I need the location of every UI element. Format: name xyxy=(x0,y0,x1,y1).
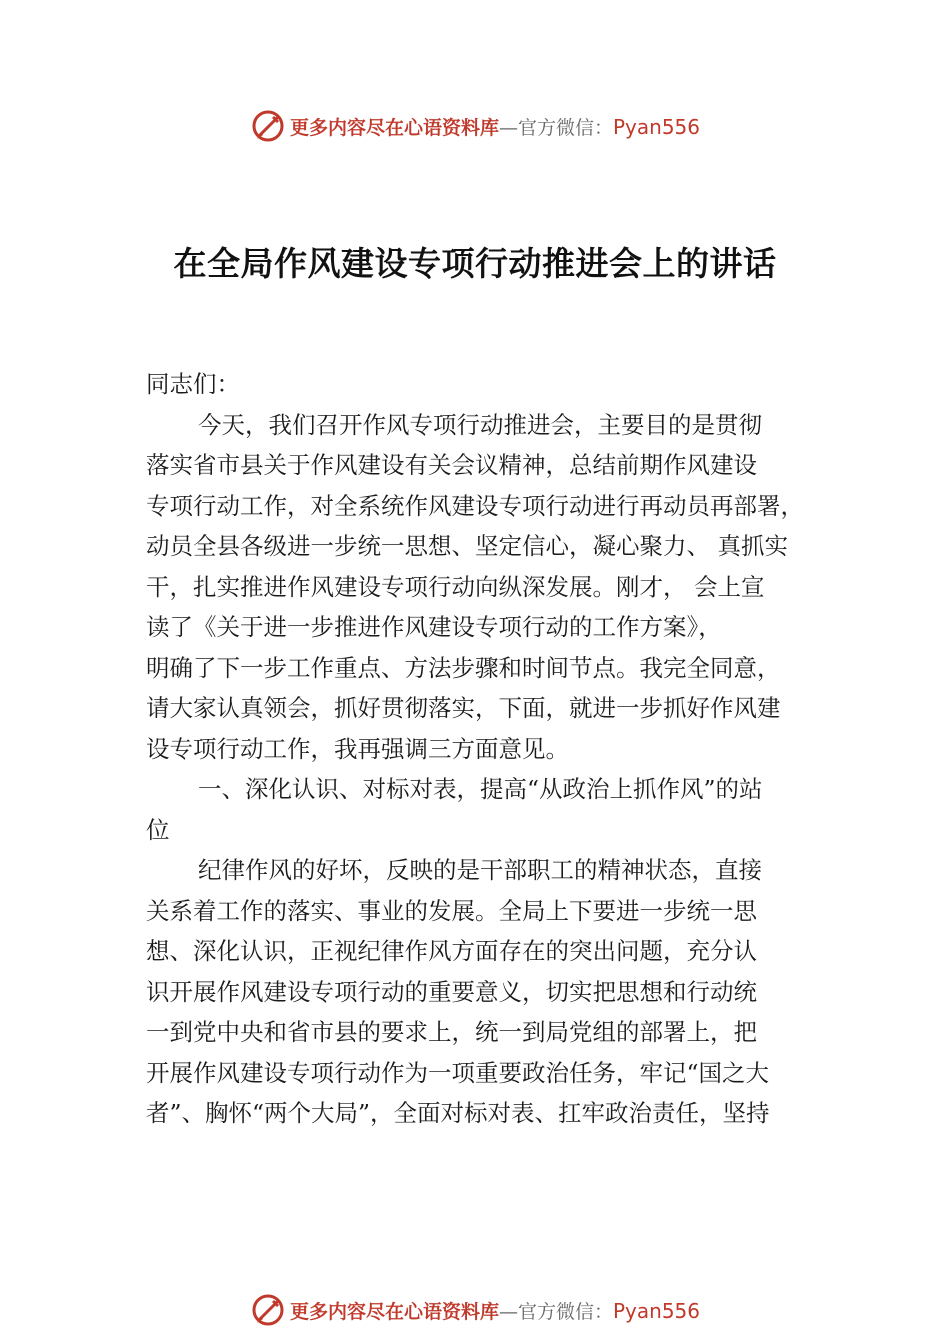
pen-logo-icon xyxy=(250,1292,286,1328)
body-line: 明确了下一步工作重点、方法步骤和时间节点。我完全同意， xyxy=(146,653,781,682)
document-body xyxy=(146,364,836,1134)
watermark-official: 官方微信： xyxy=(517,1300,613,1323)
watermark-main: 更多内容尽在心语资料库 xyxy=(289,1300,499,1323)
body-line: 开展作风建设专项行动作为一项重要政治任务，牢记“国之大 xyxy=(146,1058,770,1087)
body-line: 读了《关于进一步推进作风建设专项行动的工作方案》， xyxy=(146,613,722,641)
body-line: 位 xyxy=(146,815,170,844)
body-line: 设专项行动工作，我再强调三方面意见。 xyxy=(146,734,569,763)
body-line: 者”、胸怀“两个大局”，全面对标对表、扛牢政治责任，坚持 xyxy=(146,1099,770,1127)
body-line: 纪律作风的好坏，反映的是干部职工的精神状态，直接 xyxy=(198,856,762,884)
watermark-header xyxy=(0,106,950,146)
watermark-dash: — xyxy=(498,1300,518,1323)
body-line: 动员全县各级进一步统一思想、坚定信心，凝心聚力、 真抓实 xyxy=(146,532,788,560)
body-line: 专项行动工作，对全系统作风建设专项行动进行再动员再部署， xyxy=(146,491,804,520)
watermark-official: 官方微信： xyxy=(517,116,613,139)
body-line: 同志们： xyxy=(146,370,240,398)
document-title: 在全局作风建设专项行动推进会上的讲话 xyxy=(173,244,777,283)
watermark-main: 更多内容尽在心语资料库 xyxy=(289,116,499,139)
body-line: 落实省市县关于作风建设有关会议精神，总结前期作风建设 xyxy=(146,451,757,479)
pen-logo-icon xyxy=(250,108,286,144)
body-line: 请大家认真领会，抓好贯彻落实，下面，就进一步抓好作风建 xyxy=(146,694,781,722)
watermark-dash: — xyxy=(498,116,518,139)
body-line: 干，扎实推进作风建设专项行动向纵深发展。刚才， 会上宣 xyxy=(146,572,765,601)
body-line: 一、深化认识、对标对表，提高“从政治上抓作风”的站 xyxy=(198,775,763,803)
body-line: 一到党中央和省市县的要求上，统一到局党组的部署上，把 xyxy=(146,1018,757,1046)
watermark-id: Pyan556 xyxy=(613,114,701,139)
watermark-text xyxy=(290,1297,700,1324)
watermark-footer xyxy=(0,1290,950,1330)
watermark-text xyxy=(290,113,700,140)
body-line: 识开展作风建设专项行动的重要意义，切实把思想和行动统 xyxy=(146,977,757,1006)
watermark-id: Pyan556 xyxy=(613,1298,701,1323)
body-line: 想、深化认识，正视纪律作风方面存在的突出问题，充分认 xyxy=(146,937,757,965)
body-line: 关系着工作的落实、事业的发展。全局上下要进一步统一思 xyxy=(146,896,757,925)
body-line: 今天，我们召开作风专项行动推进会，主要目的是贯彻 xyxy=(198,410,762,439)
